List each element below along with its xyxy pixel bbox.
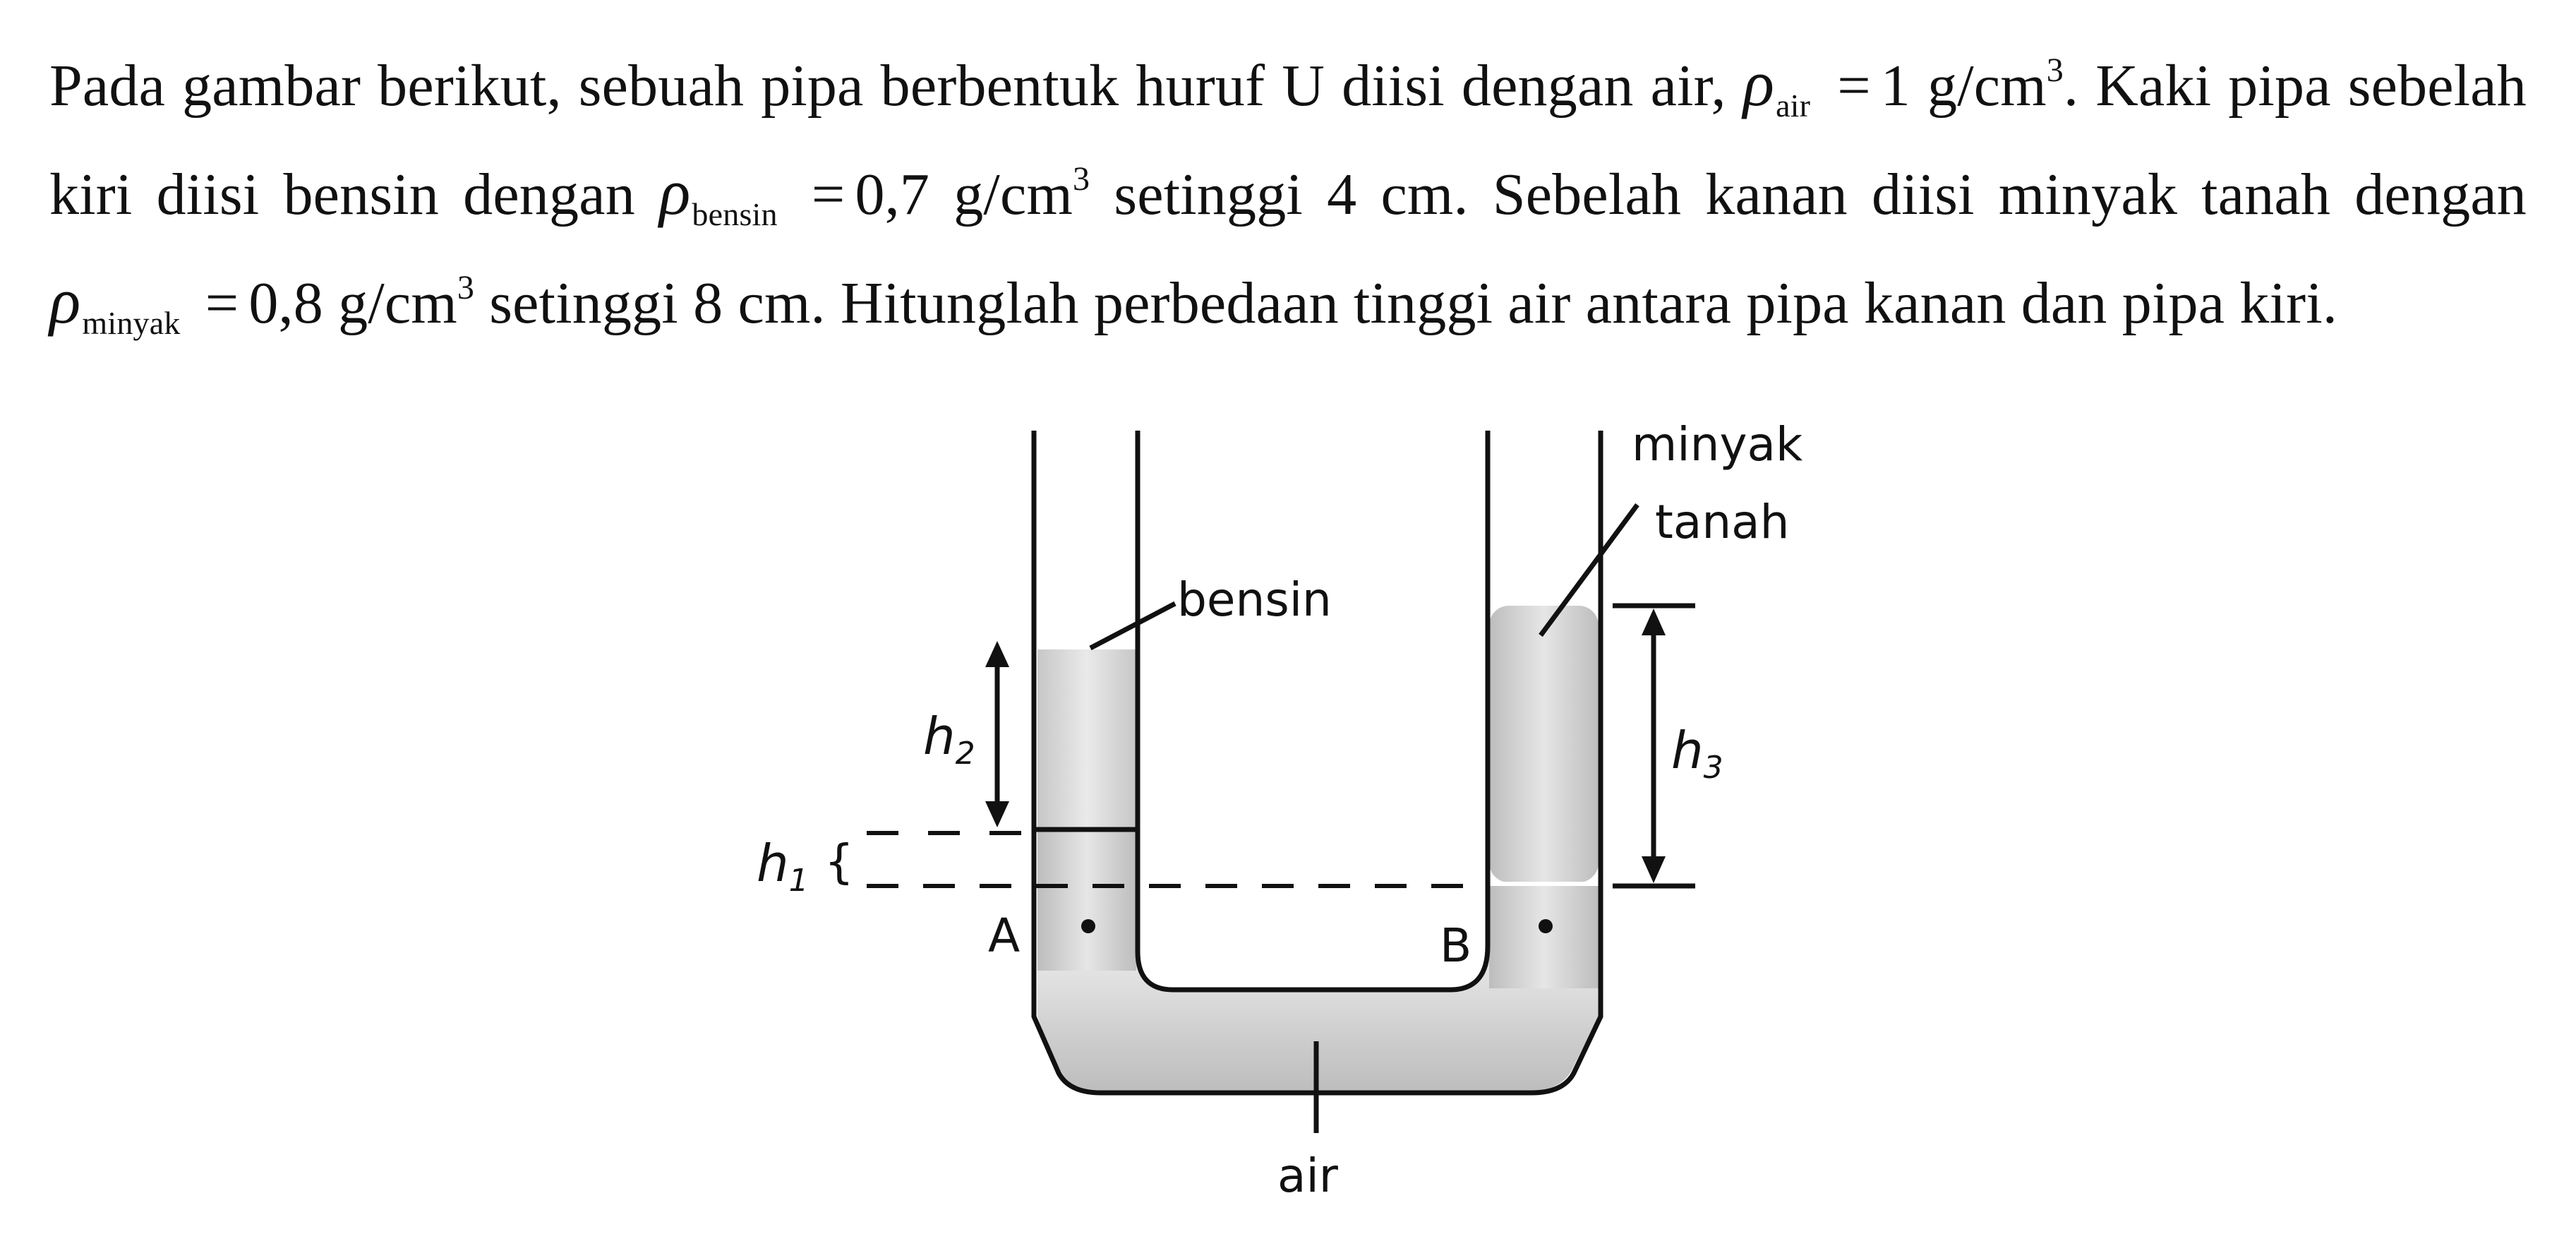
density-air-exponent: 3: [2046, 52, 2064, 89]
sentence-period: .: [2063, 53, 2079, 119]
rho-symbol-minyak: ρ: [49, 265, 81, 337]
water-left-column: [1037, 829, 1136, 971]
rho-air-subscript: air: [1776, 88, 1811, 124]
h2-arrow-head-down: [985, 801, 1009, 827]
h3-arrow-head-down: [1642, 856, 1666, 883]
water-right-column: [1489, 882, 1599, 988]
density-minyak-value: 0,8 g/cm: [248, 270, 457, 336]
equals-sign-bensin: =: [811, 162, 845, 227]
density-minyak-exponent: 3: [457, 269, 475, 306]
u-tube-inner-wall: [1138, 431, 1488, 990]
question-part-4: setinggi 8 cm. Hitunglah perbedaan tinggi air antara pipa kanan dan pipa kiri.: [489, 270, 2338, 336]
minyak-tanah-fluid: [1489, 606, 1599, 882]
rho-bensin-subscript: bensin: [692, 196, 778, 232]
h2-label: h2: [923, 707, 975, 772]
point-b-label: B: [1440, 918, 1472, 973]
bensin-label: bensin: [1177, 573, 1332, 627]
density-air-value: 1 g/cm: [1880, 53, 2047, 119]
bensin-fluid: [1037, 649, 1136, 829]
h2-arrow-head-up: [985, 641, 1009, 667]
h3-label: h3: [1671, 721, 1723, 786]
point-b-dot: [1539, 919, 1553, 933]
density-bensin-value: 0,7 g/cm: [855, 162, 1073, 227]
rho-symbol-bensin: ρ: [659, 156, 691, 228]
question-part-1: Pada gambar berikut, sebuah pipa berbentuk huruf U diisi dengan air,: [49, 53, 1726, 119]
air-label: air: [1277, 1149, 1338, 1203]
minyak-label-line1: minyak: [1632, 417, 1803, 472]
h1-label: h1: [757, 834, 809, 899]
point-a-dot: [1081, 919, 1095, 933]
question-part-3: setinggi 4 cm. Sebelah kanan diisi minyak tanah dengan: [1114, 162, 2527, 227]
h3-arrow-head-up: [1642, 609, 1666, 635]
point-a-label: A: [988, 909, 1021, 963]
question-part-2: Kaki pipa sebelah kiri diisi bensin dengan: [49, 53, 2527, 227]
h1-brace: {: [824, 834, 854, 889]
bensin-leader-line: [1090, 604, 1175, 648]
rho-minyak-subscript: minyak: [82, 305, 181, 341]
density-bensin-exponent: 3: [1072, 160, 1090, 198]
rho-symbol-air: ρ: [1743, 47, 1775, 119]
minyak-label-line2: tanah: [1655, 495, 1790, 549]
equals-sign-minyak: =: [205, 270, 239, 336]
equals-sign-air: =: [1837, 53, 1871, 119]
